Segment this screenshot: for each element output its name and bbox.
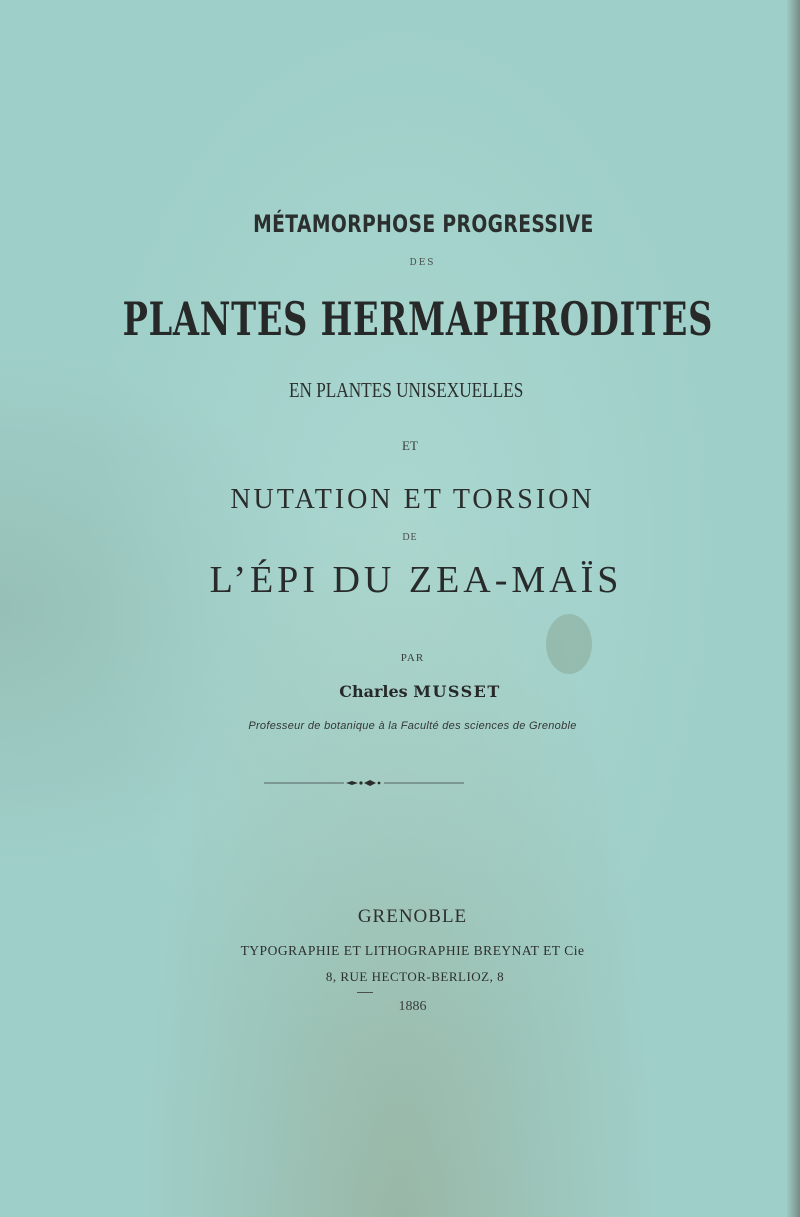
paper-stain [546, 614, 592, 674]
title-line-5: L’ÉPI DU ZEA-MAÏS [209, 559, 623, 601]
byline-par: PAR [400, 652, 425, 664]
imprint-city: GRENOBLE [357, 906, 468, 927]
title-connector-et: ET [402, 438, 418, 453]
imprint-printer: TYPOGRAPHIE ET LITHOGRAPHIE BREYNAT ET Cie [240, 943, 585, 958]
author-last-name: MUSSET [413, 682, 501, 701]
title-connector-de: DE [402, 532, 418, 543]
page-edge-shadow [786, 0, 800, 1217]
ornamental-rule [264, 776, 464, 790]
title-line-2: PLANTES HERMAPHRODITES [122, 292, 714, 346]
short-rule [357, 992, 373, 993]
title-line-1: MÉTAMORPHOSE PROGRESSIVE [253, 210, 594, 238]
imprint-address: 8, RUE HECTOR-BERLIOZ, 8 [325, 969, 505, 984]
imprint-year: 1886 [398, 999, 427, 1014]
author-affiliation: Professeur de botanique à la Faculté des sciences de Grenoble [248, 720, 577, 732]
title-line-3: EN PLANTES UNISEXUELLES [288, 378, 524, 402]
title-connector-des: DES [409, 258, 436, 268]
author-name [0, 682, 800, 701]
title-line-4: NUTATION ET TORSION [230, 484, 595, 515]
author-first-name: Charles [339, 682, 408, 701]
